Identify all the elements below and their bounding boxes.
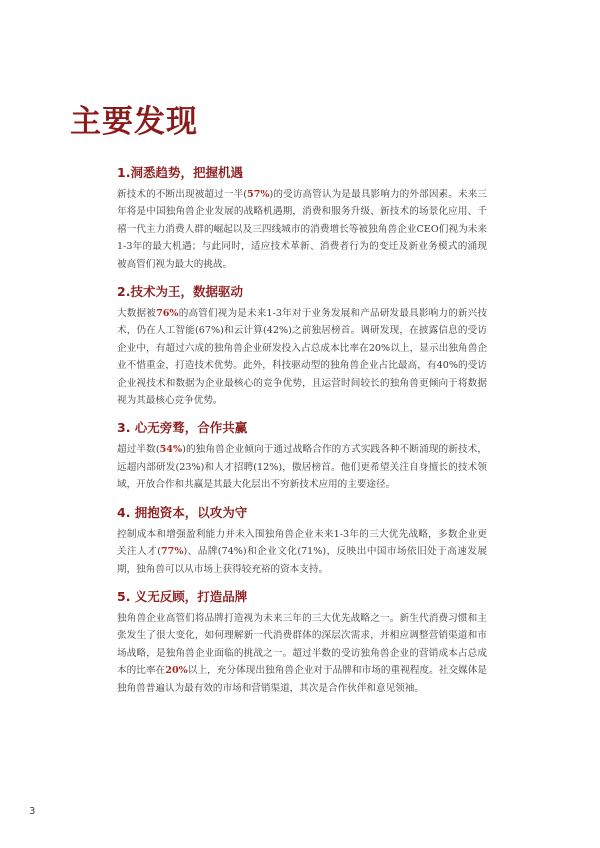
section-body	[117, 305, 487, 409]
section-body	[117, 526, 487, 578]
section-heading: 3. 心无旁骛，合作共赢	[117, 420, 248, 436]
body-text: 以上，充分体现出独角兽企业对于品牌和市场的重视程度。社交媒体是独角兽普遍认为最有效的市场和营销渠道，其次是合作伙伴和意见领袖。	[117, 665, 488, 694]
highlight-stat: 57%	[247, 189, 270, 200]
finding-section-3	[117, 419, 487, 493]
section-body	[117, 610, 487, 697]
section-heading: 5. 义无反顾，打造品牌	[117, 588, 248, 604]
section-heading: 1.洞悉趋势，把握机遇	[117, 165, 243, 180]
body-text: )的独角兽企业倾向于通过战略合作的方式实践各种不断涌现的新技术，远超内部研发(23%)和人才招聘(12%)，傲居榜首。他们更希望关注自身擅长的技术领域，开放合作和共赢是其最大化层出不穷新技术应用的主要途径。	[117, 444, 487, 491]
body-text: 新技术的不断出现被超过一半(	[117, 189, 248, 200]
findings-content	[117, 164, 487, 707]
page-title: 主要发现	[70, 104, 198, 140]
highlight-stat: 20%	[165, 665, 188, 677]
highlight-stat: 76%	[156, 308, 179, 320]
section-body	[117, 441, 487, 493]
highlight-stat: 54%	[159, 444, 183, 456]
body-text: 大数据被	[117, 308, 157, 320]
body-text: 的高管们视为是未来1-3年对于业务发展和产品研发最具影响力的新兴技术，仍在人工智能(67%)和云计算(42%)之前独居榜首。调研发现，在披露信息的受访企业中，有超过六成的独角兽企业研发投入占总成本比率在20%以上，显示出独角兽企业不惜重金，打造技术优势。此外，科技驱动型的独角兽企业占比最高，有40%的受访企业视技术和数据为企业最核心的竞争优势，且运营时间较长的独角兽更倾向于将数据视为其最核心竞争优势。	[117, 308, 488, 407]
section-heading: 2.技术为王，数据驱动	[117, 284, 243, 300]
body-text: 超过半数(	[117, 444, 160, 456]
body-text: 独角兽企业高管们将品牌打造视为未来三年的三大优先战略之一。新生代消费习惯和主张发生了很大变化，如何理解新一代消费群体的深层次需求，并相应调整营销渠道和市场战略，是独角兽企业面临的挑战之一。超过半数的受访独角兽企业的营销成本占总成本的比率在	[117, 612, 487, 677]
highlight-stat: 77%	[160, 546, 184, 558]
page-number: 3	[29, 806, 36, 817]
body-text: )的受访高管认为是最具影响力的外部因素。未来三年将是中国独角兽企业发展的战略机遇期，消费和服务升级、新技术的场景化应用、千禧一代主力消费人群的崛起以及三四线城市的消费增长等被独角兽企业CEO们视为未来1-3年的最大机遇；与此同时，适应技术革新、消费者行为的变迁及新业务模式的涌现被高管们视为最大的挑战。	[117, 189, 487, 270]
finding-section-5	[117, 588, 487, 697]
finding-section-2	[117, 283, 487, 409]
section-heading: 4. 拥抱资本，以攻为守	[117, 504, 248, 520]
finding-section-1	[117, 164, 487, 273]
finding-section-4	[117, 504, 487, 578]
body-text: 控制成本和增强盈利能力并未入围独角兽企业未来1-3年的三大优先战略，多数企业更关注人才(	[117, 528, 487, 558]
body-text: )、品牌(74%)和企业文化(71%)，反映出中国市场依旧处于高速发展期，独角兽可以从市场上获得较充裕的资本支持。	[117, 546, 487, 575]
section-body	[117, 186, 487, 273]
